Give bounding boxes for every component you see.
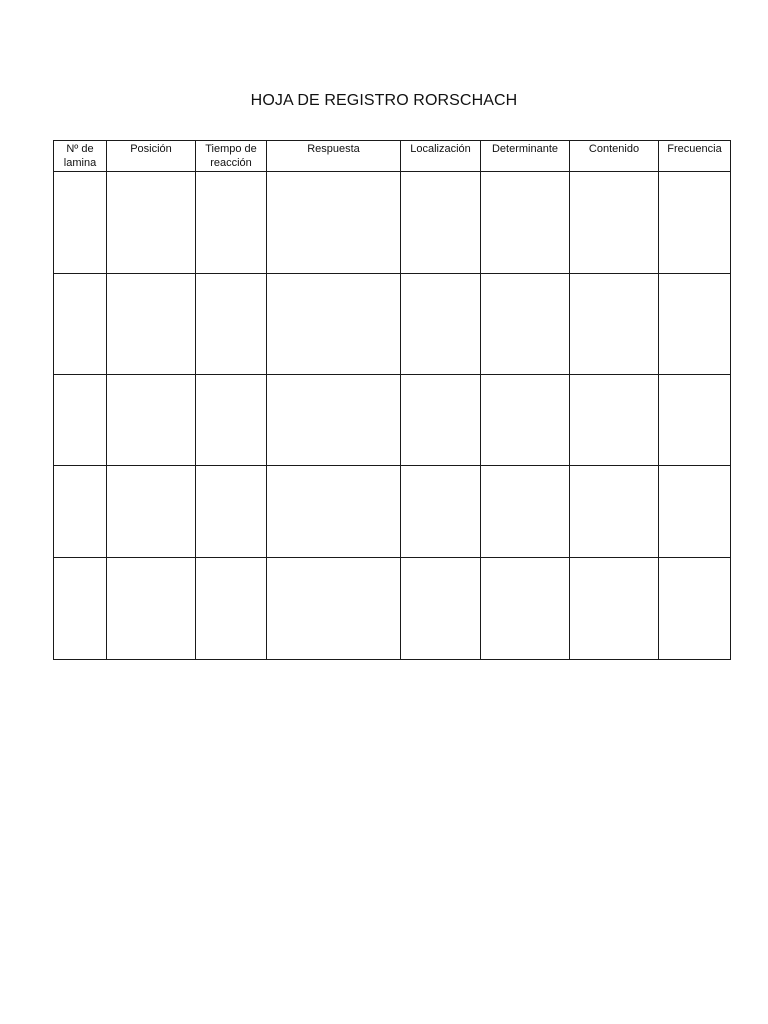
table-cell[interactable] — [401, 375, 481, 466]
table-cell[interactable] — [401, 172, 481, 274]
table-cell[interactable] — [401, 558, 481, 660]
table-cell[interactable] — [54, 274, 107, 375]
table-cell[interactable] — [401, 274, 481, 375]
table-cell[interactable] — [659, 558, 731, 660]
header-reaction-time: Tiempo de reacción — [196, 141, 267, 172]
table-cell[interactable] — [54, 558, 107, 660]
page-title: HOJA DE REGISTRO RORSCHACH — [250, 92, 518, 109]
table-cell[interactable] — [54, 172, 107, 274]
header-response: Respuesta — [267, 141, 401, 172]
header-determinant: Determinante — [481, 141, 570, 172]
table-cell[interactable] — [570, 274, 659, 375]
table-cell[interactable] — [54, 466, 107, 558]
table-cell[interactable] — [196, 558, 267, 660]
rorschach-register-table — [53, 140, 731, 660]
table-cell[interactable] — [107, 172, 196, 274]
table-cell[interactable] — [107, 466, 196, 558]
header-position: Posición — [107, 141, 196, 172]
table-row — [54, 375, 731, 466]
table-cell[interactable] — [107, 375, 196, 466]
table-cell[interactable] — [570, 172, 659, 274]
table-cell[interactable] — [107, 558, 196, 660]
table-cell[interactable] — [267, 375, 401, 466]
table-cell[interactable] — [196, 172, 267, 274]
table-cell[interactable] — [659, 375, 731, 466]
table-cell[interactable] — [107, 274, 196, 375]
table-cell[interactable] — [481, 466, 570, 558]
table-cell[interactable] — [481, 558, 570, 660]
table-cell[interactable] — [659, 274, 731, 375]
table-cell[interactable] — [196, 375, 267, 466]
table-cell[interactable] — [267, 274, 401, 375]
table-cell[interactable] — [196, 466, 267, 558]
table-cell[interactable] — [570, 466, 659, 558]
table-row — [54, 172, 731, 274]
table-cell[interactable] — [570, 558, 659, 660]
table-cell[interactable] — [481, 172, 570, 274]
table-header-row — [54, 141, 731, 172]
table-cell[interactable] — [659, 172, 731, 274]
table-cell[interactable] — [659, 466, 731, 558]
table-cell[interactable] — [267, 466, 401, 558]
table-cell[interactable] — [196, 274, 267, 375]
header-content: Contenido — [570, 141, 659, 172]
table-row — [54, 466, 731, 558]
header-frequency: Frecuencia — [659, 141, 731, 172]
table-row — [54, 274, 731, 375]
table-cell[interactable] — [54, 375, 107, 466]
table-cell[interactable] — [570, 375, 659, 466]
table-cell[interactable] — [267, 558, 401, 660]
table-cell[interactable] — [401, 466, 481, 558]
table-row — [54, 558, 731, 660]
table-cell[interactable] — [481, 274, 570, 375]
header-lamina-number: Nº de lamina — [54, 141, 107, 172]
table-cell[interactable] — [481, 375, 570, 466]
header-location: Localización — [401, 141, 481, 172]
table-cell[interactable] — [267, 172, 401, 274]
